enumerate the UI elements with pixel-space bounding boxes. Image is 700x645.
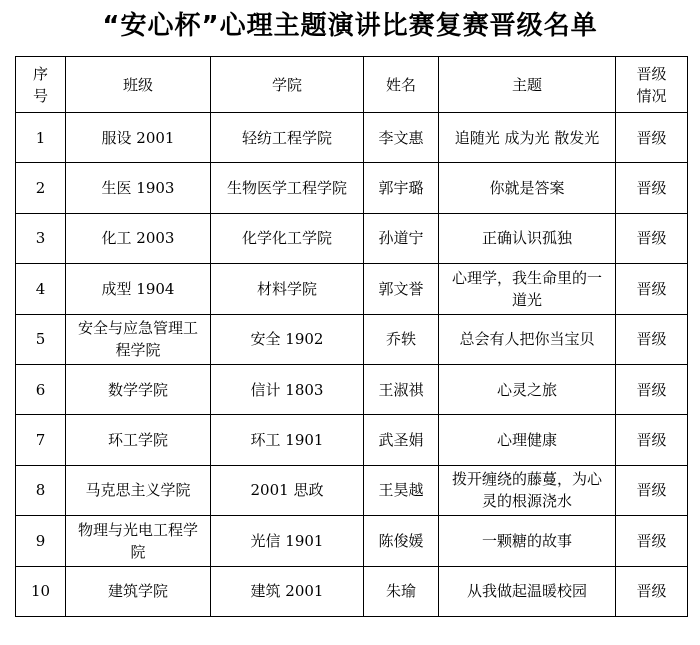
cell-topic: 心理学，我生命里的一道光 xyxy=(439,264,616,314)
cell-index: 6 xyxy=(16,364,66,414)
cell-index: 5 xyxy=(16,314,66,364)
cell-college: 建筑 2001 xyxy=(211,566,364,616)
cell-topic: 一颗糖的故事 xyxy=(439,516,616,566)
cell-college: 信计 1803 xyxy=(211,364,364,414)
table-row xyxy=(16,364,688,414)
cell-name: 郭文誉 xyxy=(364,264,439,314)
cell-class: 安全与应急管理工程学院 xyxy=(66,314,211,364)
cell-class: 生医 1903 xyxy=(66,163,211,213)
header-index: 序号 xyxy=(16,57,66,113)
cell-status: 晋级 xyxy=(616,163,688,213)
cell-college: 生物医学工程学院 xyxy=(211,163,364,213)
cell-topic: 总会有人把你当宝贝 xyxy=(439,314,616,364)
cell-status: 晋级 xyxy=(616,213,688,263)
table-header-row xyxy=(16,57,688,113)
cell-index: 7 xyxy=(16,415,66,465)
cell-status: 晋级 xyxy=(616,264,688,314)
table-row xyxy=(16,163,688,213)
cell-class: 成型 1904 xyxy=(66,264,211,314)
cell-name: 乔轶 xyxy=(364,314,439,364)
cell-college: 化学化工学院 xyxy=(211,213,364,263)
cell-name: 陈俊媛 xyxy=(364,516,439,566)
header-name: 姓名 xyxy=(364,57,439,113)
cell-name: 朱瑜 xyxy=(364,566,439,616)
table-row xyxy=(16,213,688,263)
cell-class: 物理与光电工程学院 xyxy=(66,516,211,566)
cell-index: 9 xyxy=(16,516,66,566)
cell-topic: 你就是答案 xyxy=(439,163,616,213)
cell-index: 3 xyxy=(16,213,66,263)
cell-topic: 正确认识孤独 xyxy=(439,213,616,263)
cell-class: 化工 2003 xyxy=(66,213,211,263)
cell-college: 2001 思政 xyxy=(211,465,364,515)
cell-status: 晋级 xyxy=(616,465,688,515)
cell-status: 晋级 xyxy=(616,516,688,566)
cell-name: 武圣娟 xyxy=(364,415,439,465)
cell-status: 晋级 xyxy=(616,314,688,364)
cell-name: 王昊越 xyxy=(364,465,439,515)
cell-name: 王淑祺 xyxy=(364,364,439,414)
cell-status: 晋级 xyxy=(616,415,688,465)
table-row xyxy=(16,415,688,465)
cell-status: 晋级 xyxy=(616,566,688,616)
cell-topic: 从我做起温暖校园 xyxy=(439,566,616,616)
cell-class: 服设 2001 xyxy=(66,113,211,163)
cell-index: 1 xyxy=(16,113,66,163)
cell-index: 8 xyxy=(16,465,66,515)
cell-status: 晋级 xyxy=(616,364,688,414)
results-table xyxy=(15,56,688,617)
header-college: 学院 xyxy=(211,57,364,113)
header-topic: 主题 xyxy=(439,57,616,113)
cell-topic: 心理健康 xyxy=(439,415,616,465)
cell-index: 10 xyxy=(16,566,66,616)
cell-name: 李文惠 xyxy=(364,113,439,163)
table-row xyxy=(16,516,688,566)
cell-class: 数学学院 xyxy=(66,364,211,414)
table-row xyxy=(16,566,688,616)
page-title: “安心杯”心理主题演讲比赛复赛晋级名单 xyxy=(102,11,598,41)
cell-index: 4 xyxy=(16,264,66,314)
table-row xyxy=(16,264,688,314)
cell-status: 晋级 xyxy=(616,113,688,163)
cell-college: 光信 1901 xyxy=(211,516,364,566)
cell-college: 环工 1901 xyxy=(211,415,364,465)
cell-index: 2 xyxy=(16,163,66,213)
cell-class: 环工学院 xyxy=(66,415,211,465)
cell-college: 安全 1902 xyxy=(211,314,364,364)
table-row xyxy=(16,113,688,163)
cell-topic: 心灵之旅 xyxy=(439,364,616,414)
cell-class: 建筑学院 xyxy=(66,566,211,616)
cell-topic: 追随光 成为光 散发光 xyxy=(439,113,616,163)
header-class: 班级 xyxy=(66,57,211,113)
header-status: 晋级情况 xyxy=(616,57,688,113)
table-row xyxy=(16,465,688,515)
table-row xyxy=(16,314,688,364)
cell-topic: 拨开缠绕的藤蔓，为心灵的根源浇水 xyxy=(439,465,616,515)
cell-college: 轻纺工程学院 xyxy=(211,113,364,163)
cell-name: 郭宇璐 xyxy=(364,163,439,213)
cell-college: 材料学院 xyxy=(211,264,364,314)
cell-name: 孙道宁 xyxy=(364,213,439,263)
cell-class: 马克思主义学院 xyxy=(66,465,211,515)
